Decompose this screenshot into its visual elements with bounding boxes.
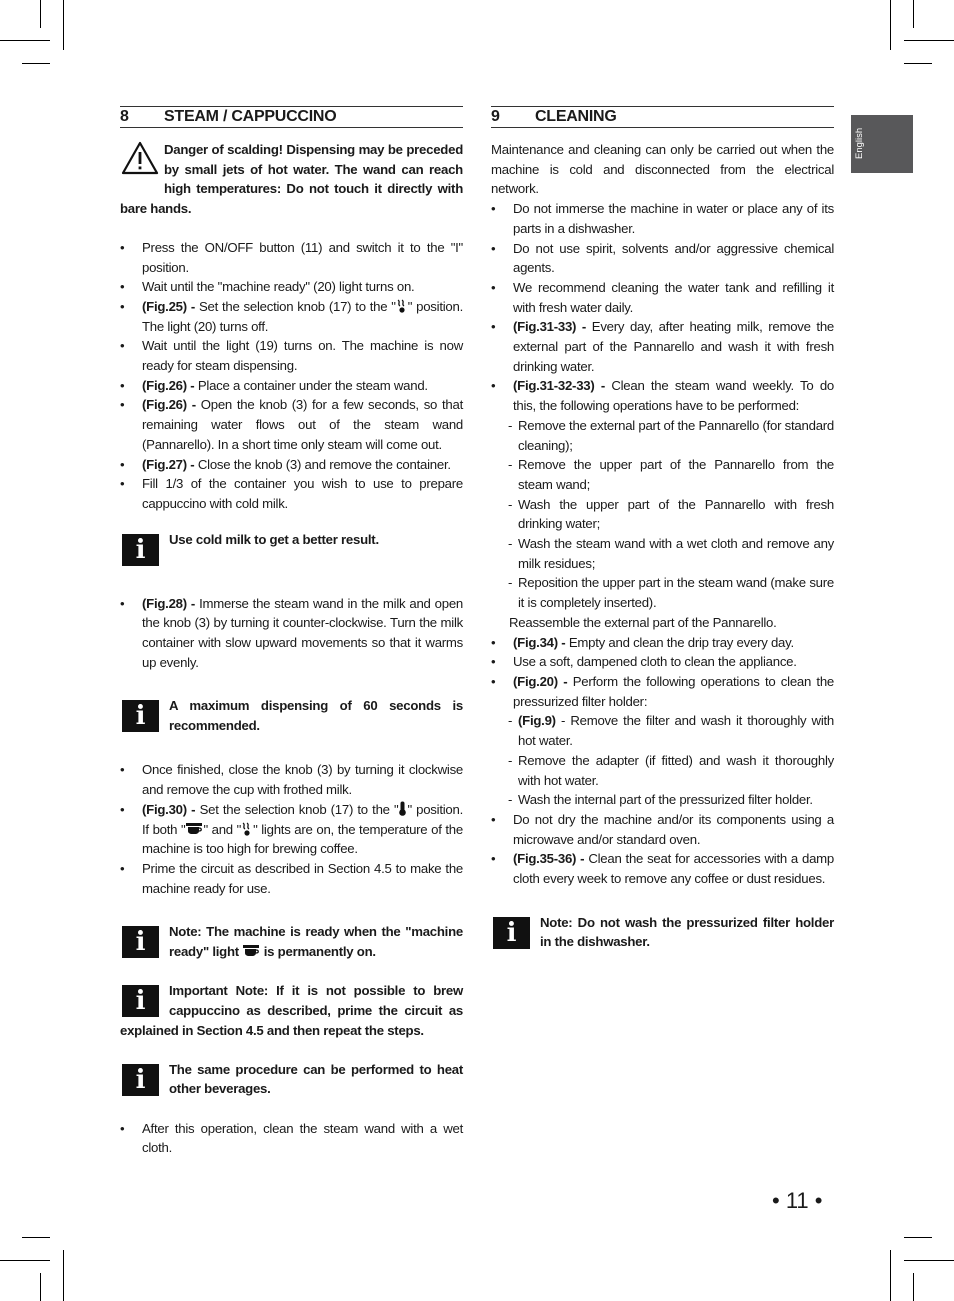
- list-item: • (Fig.26) - Place a container under the steam wand.: [120, 376, 463, 396]
- scalding-warning: [120, 140, 463, 219]
- list-item: - Wash the steam wand with a wet cloth and remove any milk residues;: [508, 534, 834, 573]
- section-title: STEAM / CAPPUCCINO: [164, 108, 337, 125]
- list-item: - Wash the internal part of the pressurized filter holder.: [508, 790, 834, 810]
- intro-paragraph: Maintenance and cleaning can only be carried out when the machine is cold and disconnected from the electrical network.: [491, 142, 834, 197]
- section-title: CLEANING: [535, 108, 617, 125]
- note-text: A maximum dispensing of 60 seconds is recommended.: [169, 698, 463, 734]
- list-item: • (Fig.28) - Immerse the steam wand in the milk and open the knob (3) by turning it counter-clockwise. Turn the milk container with slow upward movements so that it warms up evenly.: [120, 594, 463, 673]
- list-item: • Fill 1/3 of the container you wish to use to prepare cappuccino with cold milk.: [120, 474, 463, 513]
- info-note: i Note: The machine is ready when the "machine ready" light is permanently on.: [120, 922, 463, 962]
- info-note: [120, 530, 463, 570]
- list-item: - Wash the upper part of the Pannarello with fresh drinking water;: [508, 495, 834, 534]
- list-item: - Reposition the upper part in the steam wand (make sure it is completely inserted).: [508, 573, 834, 612]
- note-text: Important Note: If it is not possible to brew cappuccino as described, prime the circuit as explained in Section 4.5 and then repeat the steps.: [120, 983, 463, 1038]
- list-item: • Wait until the light (19) turns on. The machine is now ready for steam dispensing.: [120, 336, 463, 375]
- list-item: • Press the ON/OFF button (11) and switch it to the "I" position.: [120, 238, 463, 277]
- section-number: 9: [491, 108, 500, 125]
- note-text: Note: Do not wash the pressurized filter holder in the dishwasher.: [540, 914, 834, 950]
- steps-list: [120, 760, 463, 898]
- warning-text: Danger of scalding! Dispensing may be preceded by small jets of hot water. The wand can reach high temperatures: Do not touch it directly with bare hands.: [120, 142, 463, 217]
- reassemble-text: Reassemble the external part of the Pannarello.: [509, 614, 777, 630]
- section-steam-cappuccino: [120, 106, 463, 1158]
- warning-triangle-icon: [120, 140, 160, 180]
- list-item: • (Fig.20) - Perform the following operations to clean the pressurized filter holder:: [491, 672, 834, 711]
- list-item: • After this operation, clean the steam wand with a wet cloth.: [120, 1119, 463, 1158]
- list-item: • (Fig.27) - Close the knob (3) and remove the container.: [120, 455, 463, 475]
- coffee-cup-icon: [185, 822, 203, 836]
- section-heading: [120, 106, 463, 128]
- cleaning-list: [491, 633, 834, 712]
- steam-wand-steps: [491, 416, 834, 613]
- cleaning-list: [491, 199, 834, 416]
- list-item: • (Fig.31-32-33) - Clean the steam wand weekly. To do this, the following operations have to be performed:: [491, 376, 834, 415]
- list-item: • Do not immerse the machine in water or place any of its parts in a dishwasher.: [491, 199, 834, 238]
- steps-list: [120, 238, 463, 514]
- list-item: • (Fig.34) - Empty and clean the drip tray every day.: [491, 633, 834, 653]
- info-note: [120, 1060, 463, 1100]
- list-item: • Do not dry the machine and/or its components using a microwave and/or standard oven.: [491, 810, 834, 849]
- cleaning-list: [491, 810, 834, 889]
- info-icon: i: [122, 926, 159, 958]
- note-text: The same procedure can be performed to heat other beverages.: [169, 1061, 463, 1097]
- info-note: [120, 981, 463, 1040]
- list-item: • (Fig.31-33) - Every day, after heating milk, remove the external part of the Pannarello and wash it with fresh drinking water.: [491, 317, 834, 376]
- list-item: • Use a soft, dampened cloth to clean the appliance.: [491, 652, 834, 672]
- steam-symbol-icon: [241, 822, 253, 836]
- steam-symbol-icon: [396, 299, 408, 313]
- language-tab-label: English: [854, 127, 865, 159]
- info-icon: i: [122, 700, 159, 732]
- list-item: - (Fig.9) - Remove the filter and wash it thoroughly with hot water.: [508, 711, 834, 750]
- list-item: • We recommend cleaning the water tank and refilling it with fresh water daily.: [491, 278, 834, 317]
- info-note: [491, 913, 834, 953]
- filter-holder-steps: [491, 711, 834, 810]
- list-item: • (Fig.30) - Set the selection knob (17) to the " " position. If both " " and " " lights are on, the temperature of the machine is too high for brewing coffee.: [120, 800, 463, 859]
- info-icon: i: [122, 985, 159, 1017]
- list-item: • Wait until the "machine ready" (20) light turns on.: [120, 277, 463, 297]
- list-item: • Prime the circuit as described in Section 4.5 to make the machine ready for use.: [120, 859, 463, 898]
- section-cleaning: [491, 106, 834, 953]
- list-item: - Remove the adapter (if fitted) and wash it thoroughly with hot water.: [508, 751, 834, 790]
- list-item: • (Fig.26) - Open the knob (3) for a few seconds, so that remaining water flows out of the steam wand (Pannarello). In a short time only steam will come out.: [120, 395, 463, 454]
- info-icon: i: [493, 917, 530, 949]
- list-item: - Remove the external part of the Pannarello (for standard cleaning);: [508, 416, 834, 455]
- info-note: [120, 696, 463, 736]
- steps-list: [120, 1119, 463, 1158]
- list-item: • Do not use spirit, solvents and/or aggressive chemical agents.: [491, 239, 834, 278]
- section-number: 8: [120, 108, 129, 125]
- note-text: Use cold milk to get a better result.: [169, 531, 379, 547]
- info-icon: i: [122, 534, 159, 566]
- list-item: • (Fig.25) - Set the selection knob (17) to the " " position. The light (20) turns off.: [120, 297, 463, 336]
- list-item: - Remove the upper part of the Pannarello from the steam wand;: [508, 455, 834, 494]
- list-item: • (Fig.35-36) - Clean the seat for accessories with a damp cloth every week to remove any coffee or dust residues.: [491, 849, 834, 888]
- coffee-cup-icon: [242, 944, 260, 958]
- page-number: • 11 •: [772, 1188, 823, 1213]
- steps-list: [120, 594, 463, 673]
- language-tab: [851, 115, 913, 173]
- info-icon: i: [122, 1064, 159, 1096]
- section-heading: [491, 106, 834, 128]
- list-item: • Once finished, close the knob (3) by turning it clockwise and remove the cup with frothed milk.: [120, 760, 463, 799]
